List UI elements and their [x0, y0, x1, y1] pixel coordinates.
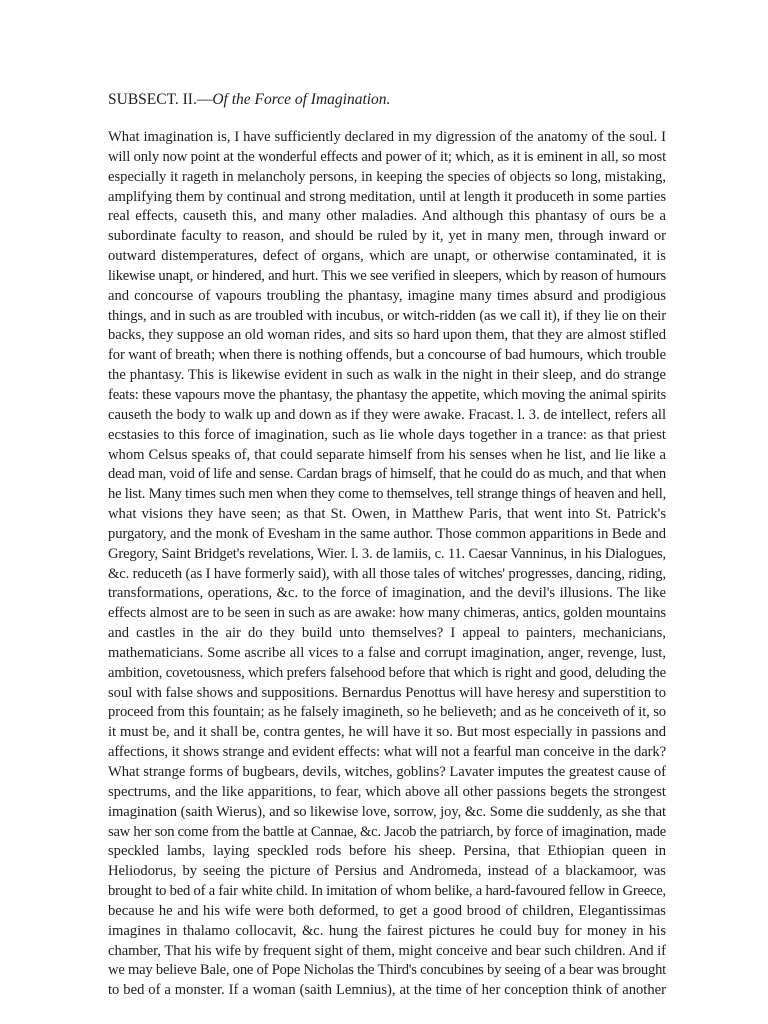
text-line: feats: these vapours move the phantasy, the phantasy the appetite, which moving the animal spirits [108, 386, 666, 403]
text-line: What imagination is, I have sufficiently declared in my digression of the anatomy of the soul. I [108, 129, 666, 145]
body-paragraph [108, 128, 666, 1001]
text-line: and concourse of vapours troubling the phantasy, imagine many times absurd and prodigious [108, 287, 666, 304]
text-line: dead man, void of life and sense. Cardan brags of himself, that he could do as much, and that when [108, 466, 666, 483]
text-line: Gregory, Saint Bridget's revelations, Wier. l. 3. de lamiis, c. 11. Caesar Vanninus, in his Dialogues, [108, 545, 666, 562]
text-line: proceed from this fountain; as he falsely imagineth, so he believeth; and as he conceiveth of it, so [108, 704, 666, 721]
section-title: Of the Force of Imagination. [212, 91, 391, 108]
text-line: amplifying them by continual and strong meditation, until at length it produceth in some parties [108, 188, 666, 205]
text-line: transformations, operations, &c. to the force of imagination, and the devil's illusions. The like [108, 585, 666, 602]
text-line: because he and his wife were both deformed, to get a good brood of children, Elegantissimas [108, 902, 666, 919]
text-line: effects almost are to be seen in such as are awake: how many chimeras, antics, golden mountains [108, 605, 666, 622]
text-line: imagines in thalamo collocavit, &c. hung the fairest pictures he could buy for money in his [108, 922, 666, 939]
text-line: real effects, causeth this, and many other maladies. And although this phantasy of ours be a [108, 208, 666, 225]
text-line: and castles in the air do they build unto themselves? I appeal to painters, mechanicians, [108, 625, 666, 642]
text-line: likewise unapt, or hindered, and hurt. This we see verified in sleepers, which by reason of humours [108, 267, 666, 284]
text-line: What strange forms of bugbears, devils, witches, goblins? Lavater imputes the greatest cause of [108, 764, 666, 780]
text-line: Heliodorus, by seeing the picture of Persius and Andromeda, instead of a blackamoor, was [108, 863, 666, 880]
text-line: purgatory, and the monk of Evesham in the same author. Those common apparitions in Bede and [108, 525, 666, 542]
text-line: whom Celsus speaks of, that could separate himself from his senses when he list, and lie like a [108, 446, 666, 463]
text-line: chamber, That his wife by frequent sight of them, might conceive and bear such children. And if [108, 942, 666, 959]
text-line: speckled lambs, laying speckled rods before his sheep. Persina, that Ethiopian queen in [108, 843, 666, 860]
text-line: affections, it shows strange and evident effects: what will not a fearful man conceive in the dark? [108, 744, 666, 761]
text-line: he list. Many times such men when they come to themselves, tell strange things of heaven and hell, [108, 486, 666, 503]
text-line: things, and in such as are troubled with incubus, or witch-ridden (as we call it), if they lie on their [108, 307, 666, 324]
text-line: causeth the body to walk up and down as if they were awake. Fracast. l. 3. de intellect, refers all [108, 406, 666, 423]
text-line: mathematicians. Some ascribe all vices to a false and corrupt imagination, anger, revenge, lust, [108, 644, 666, 661]
text-line: we may believe Bale, one of Pope Nicholas the Third's concubines by seeing of a bear was brought [108, 962, 666, 979]
text-line: to bed of a monster. If a woman (saith Lemnius), at the time of her conception think of another [108, 982, 666, 999]
text-line: ambition, covetousness, which prefers falsehood before that which is right and good, deluding the [108, 664, 666, 681]
text-line: subordinate faculty to reason, and should be ruled by it, yet in many men, through inward or [108, 228, 666, 245]
text-line: especially it rageth in melancholy persons, in keeping the species of objects so long, mistaking, [108, 168, 666, 185]
section-heading [108, 89, 668, 111]
text-line: ecstasies to this force of imagination, such as lie whole days together in a trance: as that priest [108, 426, 666, 443]
text-line: backs, they suppose an old woman rides, and sits so hard upon them, that they are almost stifled [108, 327, 666, 344]
text-line: outward distemperatures, defect of organs, which are unapt, or otherwise contaminated, it is [108, 248, 666, 265]
text-line: it must be, and it shall be, contra gentes, he will have it so. But most especially in passions and [108, 724, 666, 741]
text-line: the phantasy. This is likewise evident in such as walk in the night in their sleep, and do strange [108, 367, 666, 384]
text-line: soul with false shows and suppositions. Bernardus Penottus will have heresy and superstition to [108, 684, 666, 701]
text-line: for want of breath; when there is nothing offends, but a concourse of bad humours, which trouble [108, 347, 666, 364]
text-line: imagination (saith Wierus), and so likewise love, sorrow, joy, &c. Some die suddenly, as she that [108, 803, 666, 820]
text-line: what visions they have seen; as that St. Owen, in Matthew Paris, that went into St. Patrick's [108, 506, 666, 523]
text-line: will only now point at the wonderful effects and power of it; which, as it is eminent in all, so most [108, 148, 666, 165]
section-number: SUBSECT. II.— [108, 91, 213, 108]
text-line: &c. reduceth (as I have formerly said), with all those tales of witches' progresses, dancing, riding, [108, 565, 666, 582]
text-line: brought to bed of a fair white child. In imitation of whom belike, a hard-favoured fellow in Greece, [108, 883, 666, 900]
text-line: spectrums, and the like apparitions, to fear, which above all other passions begets the strongest [108, 783, 666, 800]
text-line: saw her son come from the battle at Cannae, &c. Jacob the patriarch, by force of imagination, made [108, 823, 666, 840]
